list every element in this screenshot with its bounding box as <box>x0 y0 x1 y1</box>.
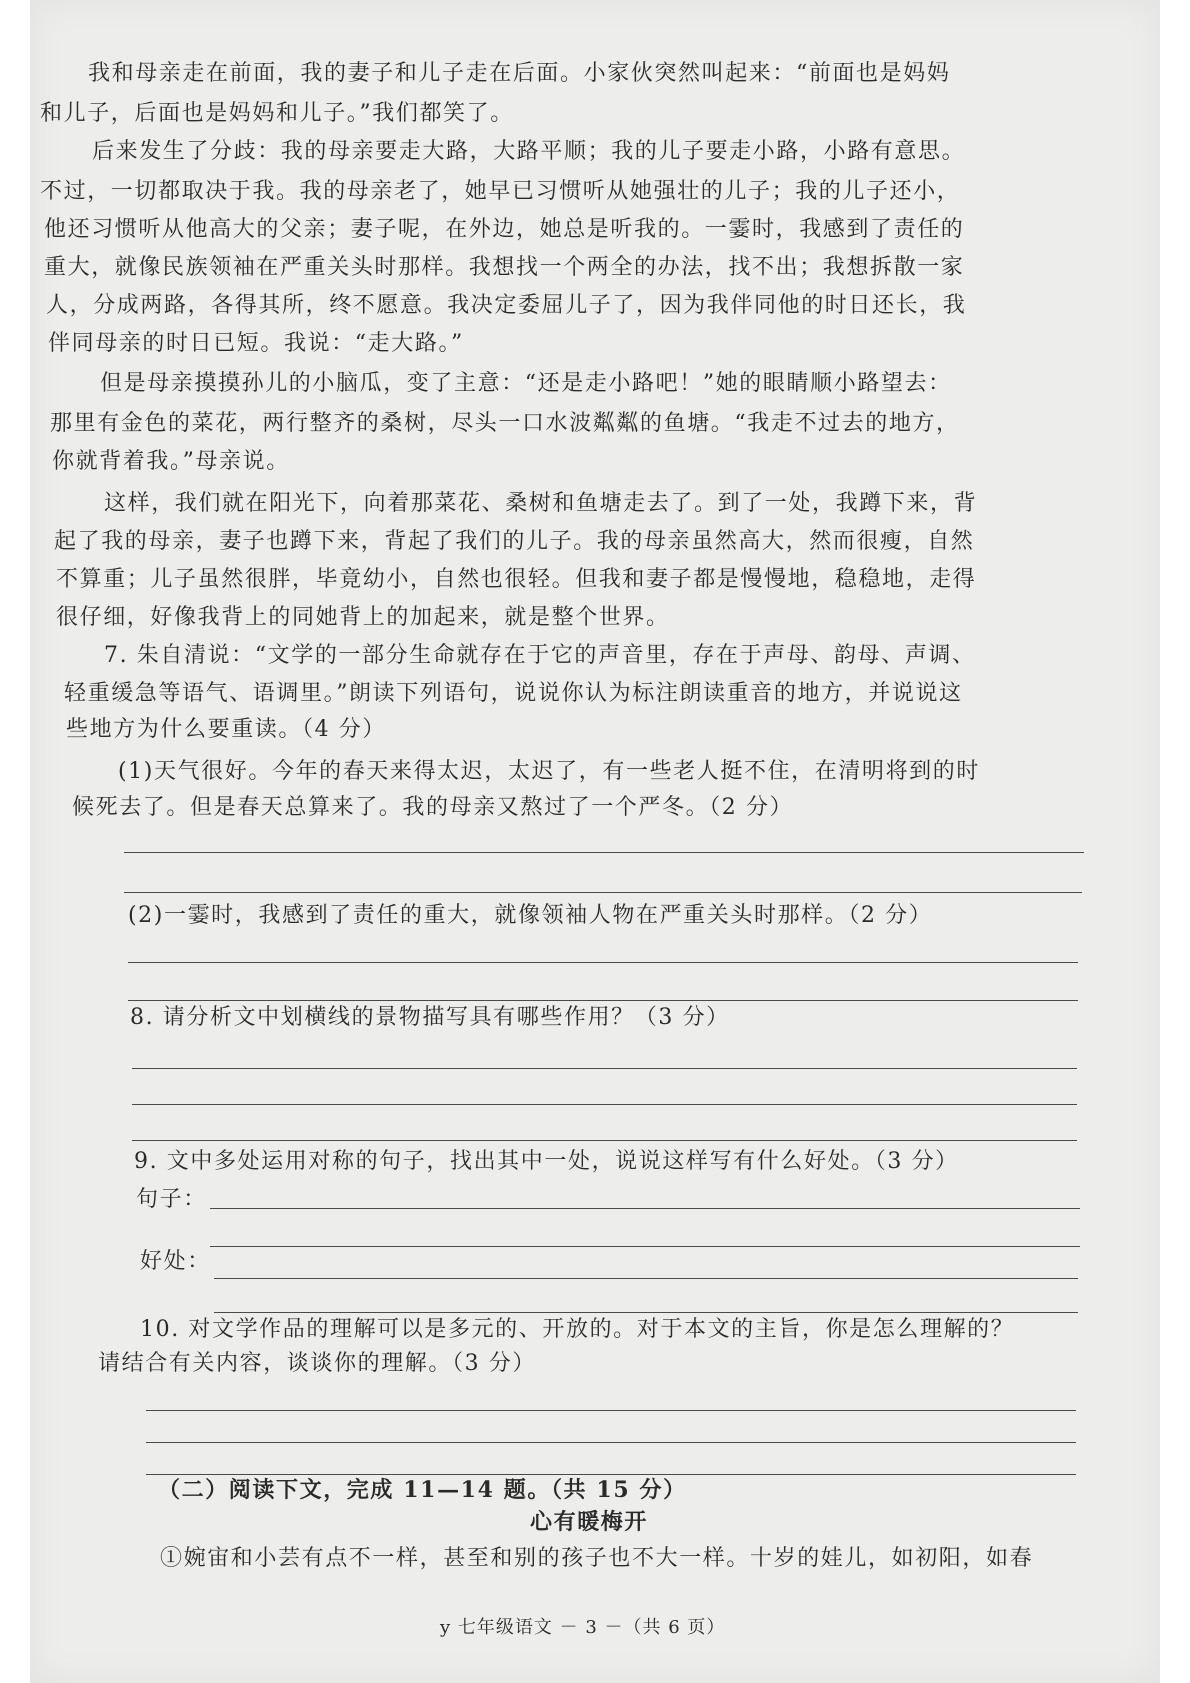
answer-line[interactable] <box>146 1442 1076 1443</box>
page-footer: y 七年级语文 － 3 －（共 6 页） <box>440 1617 726 1638</box>
passage-line: 伴同母亲的时日已短。我说：“走大路。” <box>48 331 464 356</box>
passage-line: 但是母亲摸摸孙儿的小脑瓜，变了主意：“还是走小路吧！”她的眼睛顺小路望去： <box>100 371 952 396</box>
answer-line[interactable] <box>128 962 1078 963</box>
question-7: 7. 朱自清说：“文学的一部分生命就存在于它的声音里，存在于声母、韵母、声调、 <box>104 643 976 668</box>
passage-line: 那里有金色的菜花，两行整齐的桑树，尽头一口水波粼粼的鱼塘。“我走不过去的地方， <box>50 411 960 436</box>
question-7-2: (2)一霎时，我感到了责任的重大，就像领袖人物在严重关头时那样。（2 分） <box>128 903 933 928</box>
passage-line: 后来发生了分歧：我的母亲要走大路，大路平顺；我的儿子要走小路，小路有意思。 <box>92 139 966 164</box>
answer-line[interactable] <box>124 852 1084 853</box>
answer-line[interactable] <box>128 1000 1078 1001</box>
question-10: 请结合有关内容，谈谈你的理解。（3 分） <box>98 1351 536 1376</box>
passage-line: 不算重；儿子虽然很胖，毕竟幼小，自然也很轻。但我和妻子都是慢慢地，稳稳地，走得 <box>56 567 977 592</box>
section-2-title: 心有暖梅开 <box>530 1509 649 1535</box>
answer-line[interactable] <box>146 1410 1076 1411</box>
answer-line[interactable] <box>132 1104 1077 1105</box>
answer-line[interactable] <box>124 892 1082 893</box>
answer-line[interactable] <box>210 1246 1080 1247</box>
passage-line: 很仔细，好像我背上的同她背上的加起来，就是整个世界。 <box>56 605 670 630</box>
benefit-label: 好处： <box>140 1249 211 1274</box>
passage-line: 人，分成两路，各得其所，终不愿意。我决定委屈儿子了，因为我伴同他的时日还长，我 <box>46 293 967 318</box>
passage-line: 不过，一切都取决于我。我的母亲老了，她早已习惯听从她强壮的儿子；我的儿子还小， <box>40 179 961 204</box>
answer-line[interactable] <box>132 1068 1077 1069</box>
passage-line: 我和母亲走在前面，我的妻子和儿子走在后面。小家伙突然叫起来：“前面也是妈妈 <box>88 61 951 86</box>
question-7-1: 候死去了。但是春天总算来了。我的母亲又熬过了一个严冬。（2 分） <box>72 795 794 820</box>
question-9: 9. 文中多处运用对称的句子，找出其中一处，说说这样写有什么好处。（3 分） <box>134 1149 959 1174</box>
answer-line[interactable] <box>132 1140 1077 1141</box>
passage-line: 重大，就像民族领袖在严重关头时那样。我想找一个两全的办法，找不出；我想拆散一家 <box>44 255 965 280</box>
passage-line: 你就背着我。”母亲说。 <box>52 449 290 474</box>
passage-line: 这样，我们就在阳光下，向着那菜花、桑树和鱼塘走去了。到了一处，我蹲下来，背 <box>104 491 978 516</box>
question-7: 轻重缓急等语气、语调里。”朗读下列语句，说说你认为标注朗读重音的地方，并说说这 <box>64 681 963 706</box>
sentence-label: 句子： <box>136 1187 207 1212</box>
passage-line: 他还习惯听从他高大的父亲；妻子呢，在外边，她总是听我的。一霎时，我感到了责任的 <box>44 217 965 242</box>
question-10: 10. 对文学作品的理解可以是多元的、开放的。对于本文的主旨，你是怎么理解的？ <box>140 1317 1015 1342</box>
section-2-heading: （二）阅读下文，完成 11—14 题。（共 15 分） <box>158 1477 687 1503</box>
sentence-answer-line[interactable] <box>210 1208 1080 1209</box>
question-8: 8. 请分析文中划横线的景物描写具有哪些作用？（3 分） <box>130 1005 730 1030</box>
passage-line: 起了我的母亲，妻子也蹲下来，背起了我们的儿子。我的母亲虽然高大，然而很瘦，自然 <box>54 529 975 554</box>
question-7-1: (1)天气很好。今年的春天来得太迟，太迟了，有一些老人挺不住，在清明将到的时 <box>118 759 980 784</box>
benefit-answer-line[interactable] <box>214 1278 1078 1279</box>
answer-line[interactable] <box>214 1312 1078 1313</box>
question-7: 些地方为什么要重读。（4 分） <box>66 717 386 742</box>
section-2-first-line: ①婉宙和小芸有点不一样，甚至和别的孩子也不大一样。十岁的娃儿，如初阳，如春 <box>160 1546 1034 1571</box>
answer-line[interactable] <box>146 1474 1076 1475</box>
passage-line: 和儿子，后面也是妈妈和儿子。”我们都笑了。 <box>40 101 514 126</box>
